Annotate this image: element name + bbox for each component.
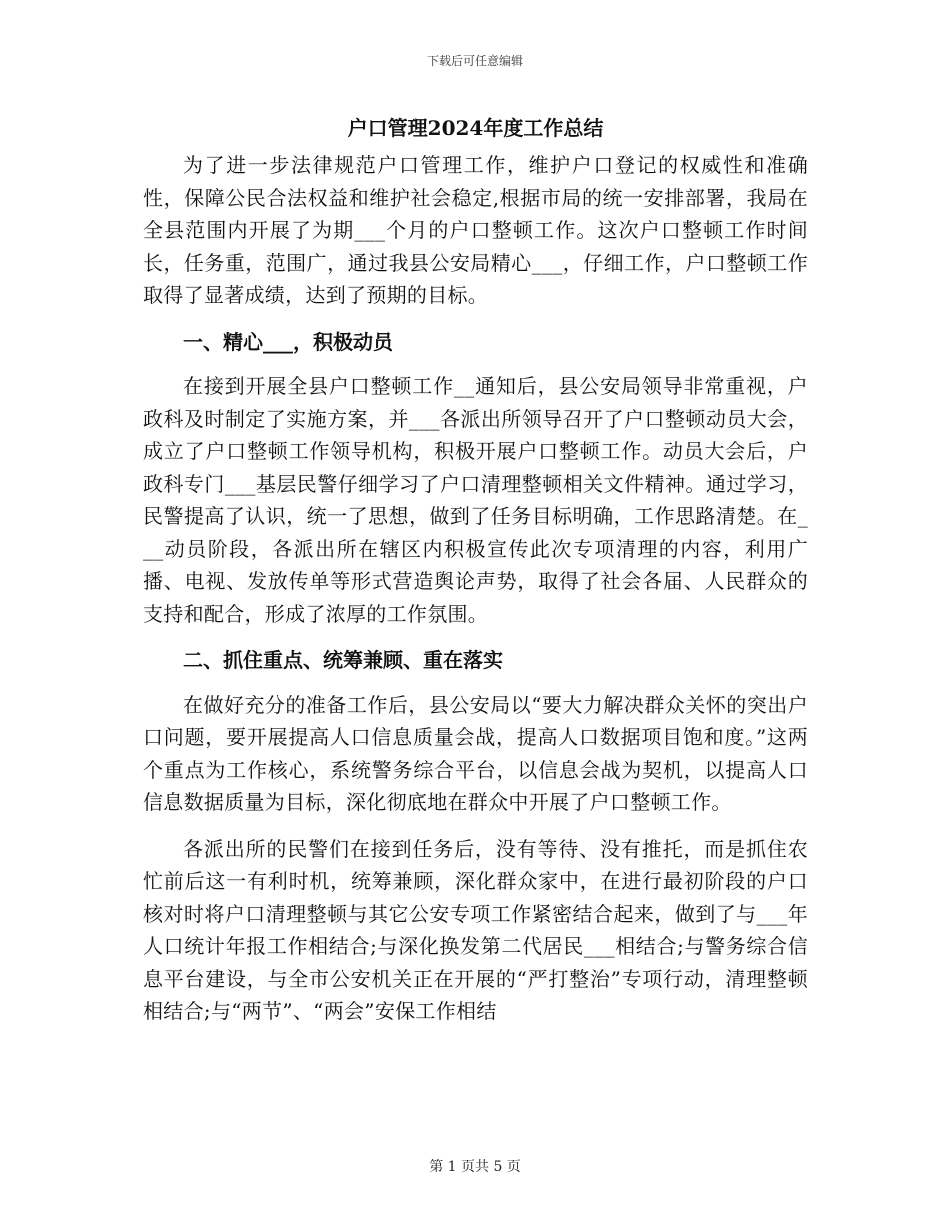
document-title: 户口管理2024年度工作总结 [347,116,604,140]
page-header: 下载后可任意编辑 [426,54,523,68]
paragraph-intro: 为了进一步法律规范户口管理工作，维护户口登记的权威性和准确性，保障公民合法权益和维护社会稳定,根据市局的统一安排部署，我局在全县范围内开展了为期___个月的户口整顿工作。这次户口整顿工作时间长，任务重，范围广，通过我县公安局精心___，仔细工作，户口整顿工作取得了显著成绩，达到了预期的目标。 [143,153,808,307]
section-heading-2: 二、抓住重点、统筹兼顾、重在落实 [183,648,503,672]
page-footer: 第 1 页共 5 页 [429,1159,521,1175]
section-heading-1: 一、精心___，积极动员 [183,329,393,354]
paragraph-section-1: 在接到开展全县户口整顿工作__通知后，县公安局领导非常重视，户政科及时制定了实施方案，并___各派出所领导召开了户口整顿动员大会，成立了户口整顿工作领导机构，积极开展户口整顿工作。动员大会后，户政科专门___基层民警仔细学习了户口清理整顿相关文件精神。通过学习，民警提高了认识，统一了思想，做到了任务目标明确，工作思路清楚。在___动员阶段，各派出所在辖区内积极宣传此次专项清理的内容，利用广播、电视、发放传单等形式营造舆论声势，取得了社会各届、人民群众的支持和配合，形成了浓厚的工作氛围。 [143,374,808,626]
paragraph-section-2b: 各派出所的民警们在接到任务后，没有等待、没有推托，而是抓住农忙前后这一有利时机，统筹兼顾，深化群众家中，在进行最初阶段的户口核对时将户口清理整顿与其它公安专项工作紧密结合起来，做到了与___年人口统计年报工作相结合;与深化换发第二代居民___相结合;与警务综合信息平台建设，与全市公安机关正在开展的“严打整治”专项行动，清理整顿相结合;与“两节”、“两会”安保工作相结 [143,836,808,1023]
paragraph-section-2a: 在做好充分的准备工作后，县公安局以“要大力解决群众关怀的突出户口问题，要开展提高人口信息质量会战，提高人口数据项目饱和度。”这两个重点为工作核心，系统警务综合平台，以信息会战为契机，以提高人口信息数据质量为目标，深化彻底地在群众中开展了户口整顿工作。 [143,692,808,814]
document-body [143,113,808,1042]
